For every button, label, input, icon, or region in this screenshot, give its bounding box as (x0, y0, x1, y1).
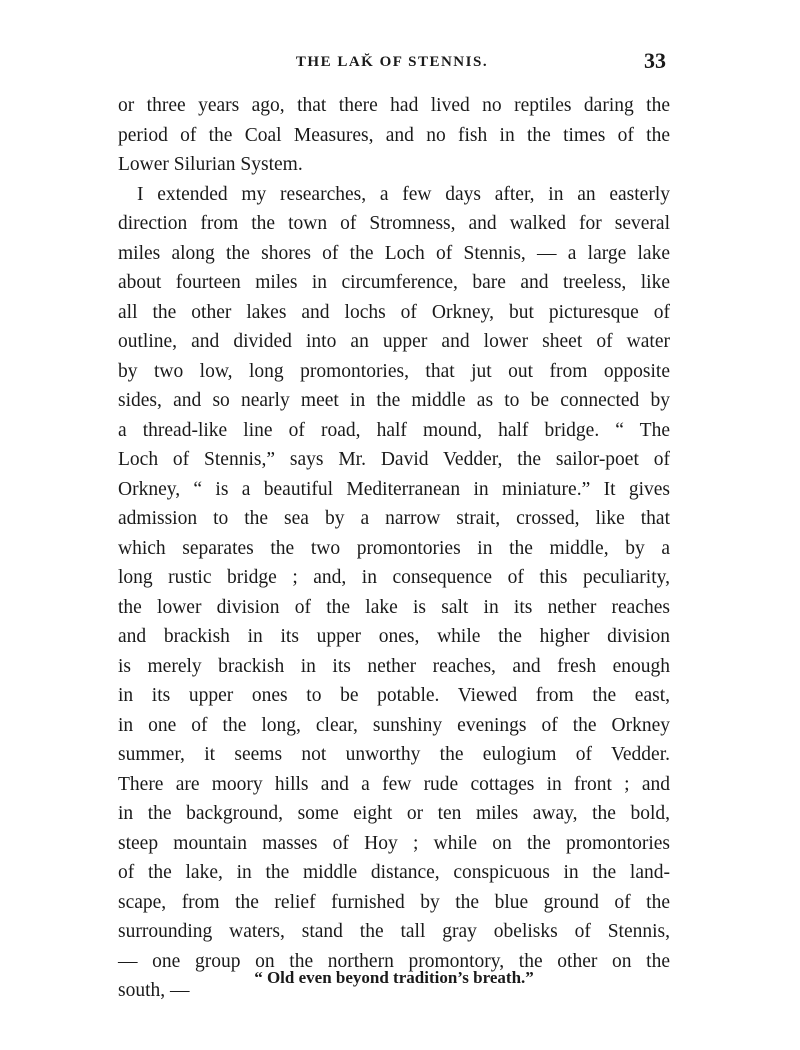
body-text (118, 91, 670, 1006)
text-line: summer, it seems not unworthy the eulogium of Vedder. (118, 744, 670, 765)
text-line: miles along the shores of the Loch of Stennis, — a large lake (118, 242, 670, 264)
text-line: scape, from the relief furnished by the blue ground of the (118, 891, 670, 913)
text-line: is merely brackish in its nether reaches, and fresh enough (118, 655, 670, 677)
page-number: 33 (644, 48, 666, 73)
text-line: — one group on the northern promontory, the other on the (118, 950, 670, 972)
text-line: direction from the town of Stromness, and walked for several (118, 213, 670, 234)
text-line: I extended my researches, a few days after, in an easterly (137, 183, 670, 205)
text-line: the lower division of the lake is salt in its nether reaches (118, 596, 670, 618)
text-line: by two low, long promontories, that jut out from opposite (118, 360, 670, 382)
text-line: outline, and divided into an upper and lower sheet of water (118, 331, 670, 352)
text-line: of the lake, in the middle distance, conspicuous in the land- (118, 862, 670, 883)
text-line: in one of the long, clear, sunshiny evenings of the Orkney (118, 714, 670, 736)
text-line: There are moory hills and a few rude cottages in front ; and (118, 773, 670, 795)
text-line: long rustic bridge ; and, in consequence of this peculiarity, (118, 567, 670, 588)
text-line: south, — (118, 980, 190, 1001)
text-line: Lower Silurian System. (118, 154, 303, 175)
text-line: about fourteen miles in circumference, bare and treeless, like (118, 272, 670, 293)
text-line: which separates the two promontories in the middle, by a (118, 537, 670, 559)
text-line: Orkney, “ is a beautiful Mediterranean in miniature.” It gives (118, 478, 670, 500)
text-line: period of the Coal Measures, and no fish in the times of the (118, 124, 670, 146)
text-line: in its upper ones to be potable. Viewed from the east, (118, 685, 670, 706)
running-title: THE LAK̆ OF STENNIS. (295, 54, 489, 70)
text-line: sides, and so nearly meet in the middle as to be connected by (118, 390, 670, 411)
text-line: admission to the sea by a narrow strait, crossed, like that (118, 508, 670, 529)
text-line: Loch of Stennis,” says Mr. David Vedder, the sailor-poet of (118, 449, 670, 470)
text-line: in the background, some eight or ten miles away, the bold, (118, 803, 670, 824)
text-line: all the other lakes and lochs of Orkney, but picturesque of (118, 301, 670, 323)
quotation: “ Old even beyond tradition’s breath.” (254, 968, 534, 987)
text-line: steep mountain masses of Hoy ; while on the promontories (118, 832, 670, 854)
text-line: or three years ago, that there had lived no reptiles daring the (118, 95, 670, 116)
text-line: surrounding waters, stand the tall gray obelisks of Stennis, (118, 921, 670, 942)
text-line: a thread-like line of road, half mound, half bridge. “ The (118, 419, 670, 441)
running-head (118, 48, 666, 78)
text-line: and brackish in its upper ones, while the higher division (118, 626, 670, 647)
